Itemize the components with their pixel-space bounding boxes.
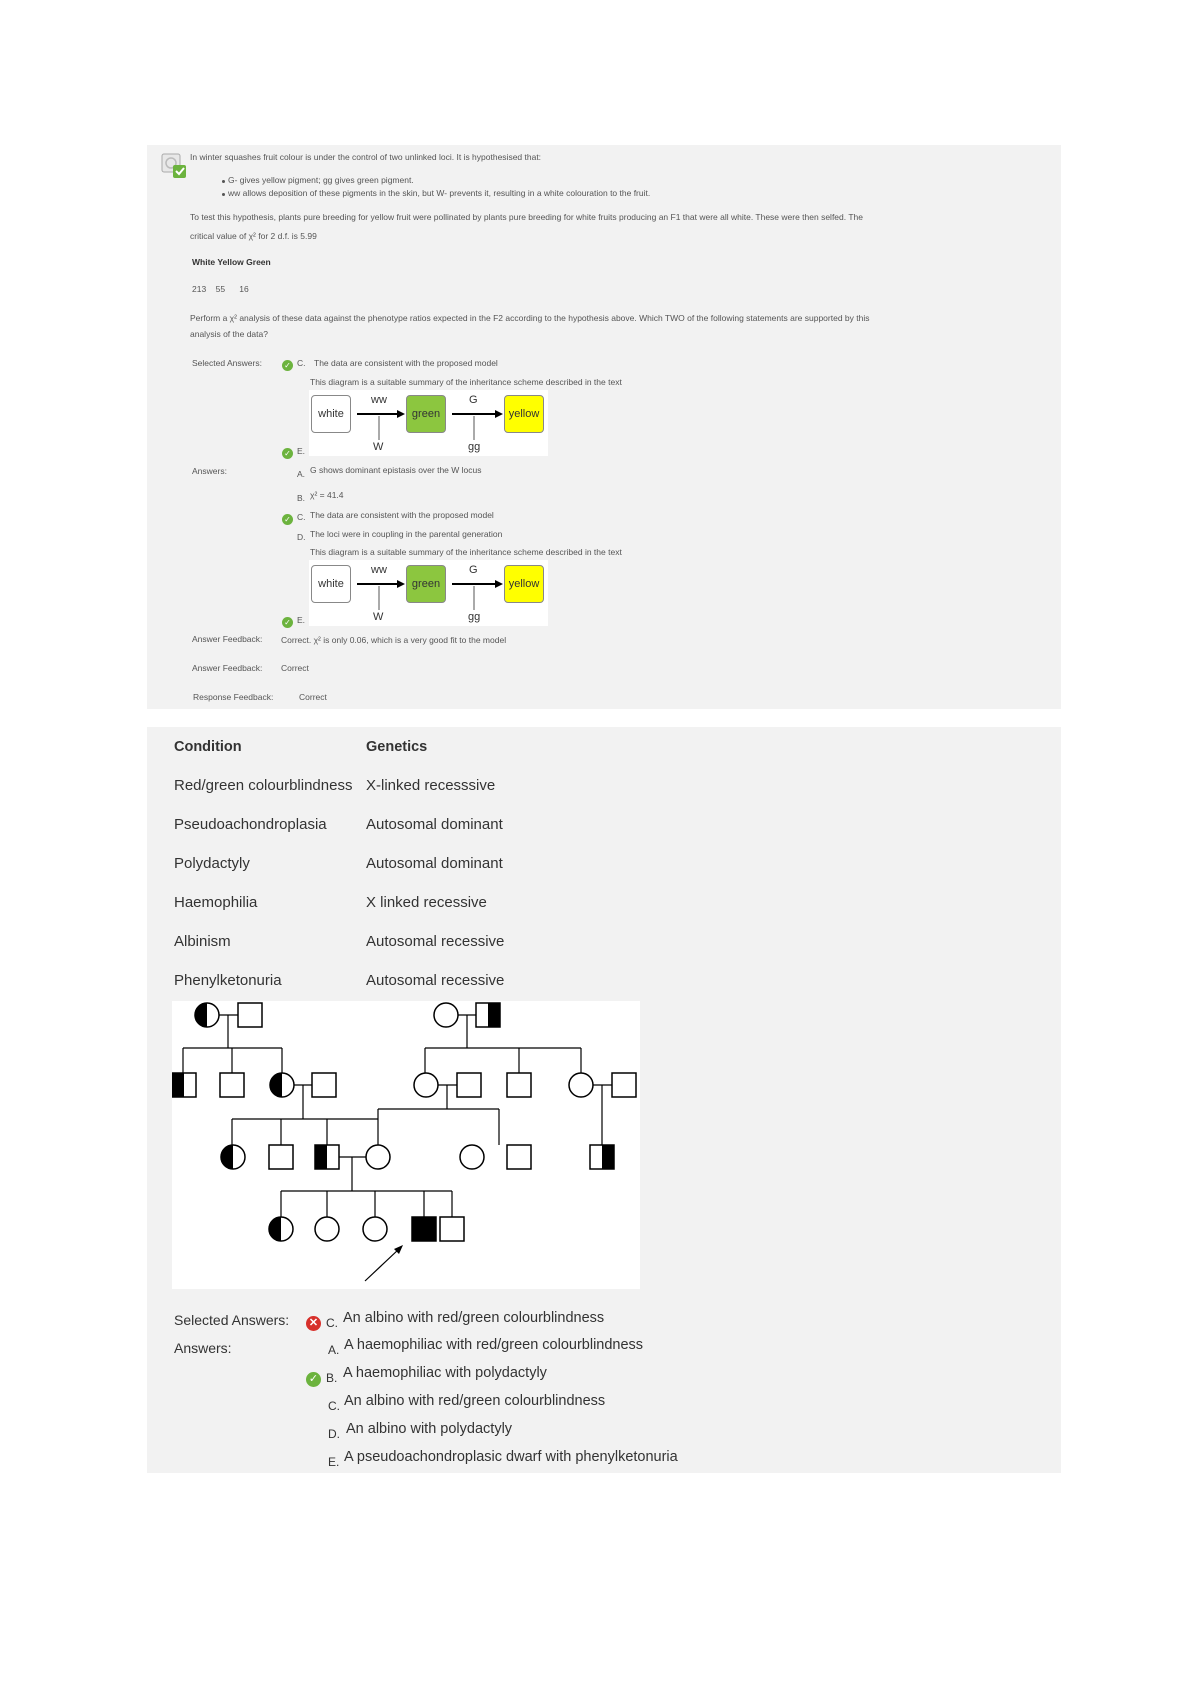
answer-text: The loci were in coupling in the parental generation — [310, 529, 503, 539]
label-G: G — [469, 394, 478, 406]
column-header-genetics: Genetics — [366, 738, 428, 755]
correct-check-icon: ✓ — [306, 1372, 321, 1387]
answer-letter: D. — [297, 532, 306, 542]
answer-text: A haemophiliac with polydactyly — [343, 1365, 547, 1381]
selected-answer-text: An albino with red/green colourblindness — [343, 1310, 605, 1326]
genetics-cell: X linked recessive — [366, 894, 487, 911]
answer-text: χ² = 41.4 — [310, 490, 344, 500]
white-phenotype-box: white — [311, 565, 351, 603]
answer-text: A pseudoachondroplasic dwarf with phenylketonuria — [344, 1449, 678, 1465]
answer-letter: E. — [328, 1455, 340, 1469]
question-correct-icon — [160, 152, 188, 180]
condition-cell: Phenylketonuria — [174, 972, 282, 989]
selected-answer-letter: C. — [297, 358, 306, 368]
bullet-dot — [222, 180, 225, 183]
condition-cell: Polydactyly — [174, 855, 250, 872]
table-row — [174, 922, 504, 961]
table-header-row — [174, 727, 504, 766]
answer-letter: E. — [297, 615, 306, 625]
inheritance-diagram — [309, 560, 548, 626]
answer-letter: A. — [328, 1343, 340, 1357]
answer-letter: A. — [297, 469, 306, 479]
label-gg: gg — [468, 441, 481, 453]
correct-check-icon: ✓ — [282, 448, 293, 459]
answer-letter: B. — [326, 1371, 338, 1385]
answer-feedback-label: Answer Feedback: — [192, 634, 263, 644]
genetics-cell: Autosomal dominant — [366, 816, 503, 833]
question-prompt-cont: analysis of the data? — [190, 329, 268, 339]
diagram-arrows — [309, 560, 548, 626]
selected-answer-letter: E. — [297, 446, 306, 456]
answer-text: The data are consistent with the proposed model — [310, 510, 494, 520]
condition-cell: Albinism — [174, 933, 231, 950]
label-W: W — [373, 611, 384, 623]
answer-text: An albino with red/green colourblindness — [344, 1393, 606, 1409]
genetics-cell: Autosomal dominant — [366, 855, 503, 872]
genetics-cell: Autosomal recessive — [366, 933, 505, 950]
answer-letter: C. — [328, 1399, 340, 1413]
conditions-table — [174, 727, 504, 1000]
condition-cell: Pseudoachondroplasia — [174, 816, 327, 833]
yellow-phenotype-box: yellow — [504, 395, 544, 433]
correct-check-icon: ✓ — [282, 514, 293, 525]
condition-cell: Haemophilia — [174, 894, 258, 911]
answer-text: G shows dominant epistasis over the W locus — [310, 465, 482, 475]
pedigree-chart — [172, 1001, 640, 1289]
incorrect-cross-icon: ✕ — [306, 1316, 321, 1331]
table-row — [174, 805, 504, 844]
selected-answers-label: Selected Answers: — [174, 1312, 290, 1328]
table-row — [174, 961, 504, 1000]
bullet-item: ww allows deposition of these pigments in the skin, but W- prevents it, resulting in a white colouration to the fruit. — [228, 188, 651, 198]
selected-answer-text: The data are consistent with the proposed model — [314, 358, 498, 368]
correct-check-icon: ✓ — [282, 617, 293, 628]
question-prompt: Perform a χ² analysis of these data against the phenotype ratios expected in the F2 according to the hypothesis above. Which TWO of the following statements are supported by this — [190, 313, 870, 323]
answers-label: Answers: — [174, 1340, 232, 1356]
pedigree-svg — [172, 1001, 640, 1289]
answer-feedback-label: Answer Feedback: — [192, 663, 263, 673]
correct-check-icon: ✓ — [282, 360, 293, 371]
answer-letter: C. — [297, 512, 306, 522]
pedigree-individual-female-carrier — [195, 1003, 219, 1027]
diagram-caption: This diagram is a suitable summary of the inheritance scheme described in the text — [310, 377, 622, 387]
white-phenotype-box: white — [311, 395, 351, 433]
selected-answers-label: Selected Answers: — [192, 358, 262, 368]
column-header-condition: Condition — [174, 738, 242, 755]
label-W: W — [373, 441, 384, 453]
answer-letter: B. — [297, 493, 306, 503]
green-phenotype-box: green — [406, 395, 446, 433]
table-row — [174, 844, 504, 883]
yellow-phenotype-box: yellow — [504, 565, 544, 603]
condition-cell: Red/green colourblindness — [174, 777, 353, 794]
data-header: White Yellow Green — [192, 257, 271, 267]
question-intro: In winter squashes fruit colour is under the control of two unlinked loci. It is hypothesised that: — [190, 152, 542, 162]
green-phenotype-box: green — [406, 565, 446, 603]
answer-text: An albino with polydactyly — [346, 1421, 513, 1437]
inheritance-diagram — [309, 390, 548, 456]
label-gg: gg — [468, 611, 481, 623]
genetics-cell: X-linked recesssive — [366, 777, 496, 794]
genetics-cell: Autosomal recessive — [366, 972, 505, 989]
selected-answer-letter: C. — [326, 1316, 338, 1330]
table-row — [174, 883, 504, 922]
answer-feedback-text: Correct. χ² is only 0.06, which is a very good fit to the model — [281, 635, 507, 645]
bullet-dot — [222, 193, 225, 196]
diagram-arrows — [309, 390, 548, 456]
answer-letter: D. — [328, 1427, 340, 1441]
critical-value-text: critical value of χ² for 2 d.f. is 5.99 — [190, 231, 317, 241]
diagram-caption: This diagram is a suitable summary of the inheritance scheme described in the text — [310, 547, 622, 557]
answers-label: Answers: — [192, 466, 227, 476]
label-ww: ww — [371, 564, 387, 576]
label-ww: ww — [371, 394, 387, 406]
label-G: G — [469, 564, 478, 576]
response-feedback-text: Correct — [299, 692, 327, 702]
table-row — [174, 766, 504, 805]
test-description: To test this hypothesis, plants pure breeding for yellow fruit were pollinated by plants pure breeding for white fruits producing an F1 that were all white. These were then selfed. The — [190, 212, 863, 222]
answer-text: A haemophiliac with red/green colourblindness — [344, 1337, 644, 1353]
data-values: 213 55 16 — [192, 284, 249, 294]
answer-feedback-text: Correct — [281, 663, 309, 673]
bullet-item: G- gives yellow pigment; gg gives green pigment. — [228, 175, 414, 185]
response-feedback-label: Response Feedback: — [193, 692, 274, 702]
